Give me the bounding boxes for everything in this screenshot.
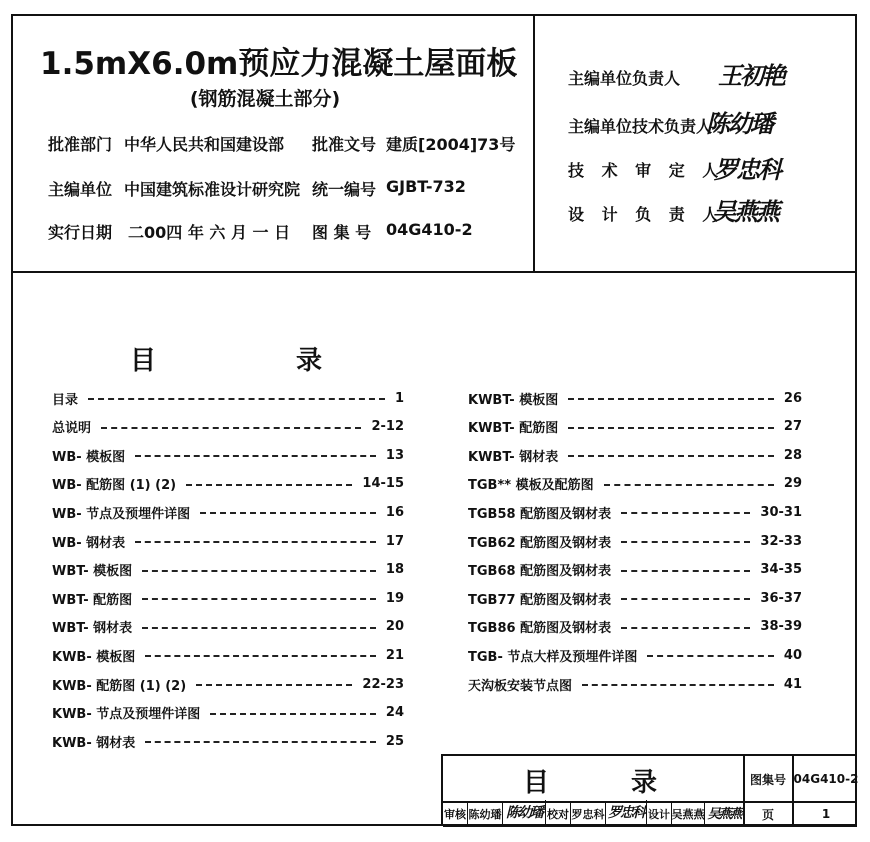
atlas-no: 04G410-2 [386, 220, 473, 239]
toc-entry-label: TGB68 配筋图及钢材表 [468, 564, 612, 580]
toc-title-left: 目 [130, 346, 157, 376]
toc-leader-dashes [568, 455, 774, 457]
toc-entry [52, 502, 404, 522]
tb-check-signature: 罗忠科 [606, 800, 647, 824]
tb-page-value: 1 [821, 807, 831, 821]
toc-entry [468, 502, 802, 522]
toc-entry [468, 474, 802, 494]
toc-leader-dashes [200, 512, 376, 514]
tb-atlas-label: 图集号 [749, 772, 786, 787]
effective-date-label: 实行日期 [48, 223, 113, 242]
toc-entry-page: 14-15 [362, 476, 404, 492]
toc-entry-label: WBT- 配筋图 [52, 592, 133, 608]
toc-entry-label: KWB- 钢材表 [52, 735, 136, 751]
effective-date: 二00四 年 六 月 一 日 [128, 223, 291, 242]
approval-doc: 建质[2004]73号 [386, 135, 516, 154]
toc-leader-dashes [621, 627, 750, 629]
document-subtitle: (钢筋混凝土部分) [189, 88, 341, 110]
signature-tech-approver: 罗忠科 [714, 155, 780, 184]
toc-leader-dashes [568, 427, 774, 429]
toc-leader-dashes [145, 741, 376, 743]
toc-leader-dashes [142, 570, 376, 572]
toc-entry-page: 28 [783, 447, 802, 463]
toc-entry [52, 474, 404, 494]
toc-leader-dashes [88, 398, 385, 400]
toc-entry [52, 388, 404, 408]
tb-design-name: 吴燕燕 [672, 803, 705, 825]
toc-entry-page: 21 [385, 647, 404, 663]
document-title: 1.5mX6.0m预应力混凝土屋面板 [40, 46, 518, 82]
toc-entry-page: 13 [385, 447, 404, 463]
toc-entry-page: 16 [385, 504, 404, 520]
toc-entry [52, 645, 404, 665]
toc-entry-label: WBT- 钢材表 [52, 621, 133, 637]
tb-divider-2 [792, 756, 794, 826]
toc-entry-label: TGB- 节点大样及预埋件详图 [468, 649, 638, 665]
toc-entry [468, 674, 802, 694]
toc-entry-label: WB- 节点及预埋件详图 [52, 506, 191, 522]
approval-doc-label: 批准文号 [312, 135, 377, 154]
toc-entry [468, 417, 802, 437]
responsible-label-tech-approver: 技 术 审 定 人 [568, 161, 725, 180]
tb-bottom [443, 825, 857, 827]
signature-chief-editor: 王初艳 [718, 61, 784, 90]
toc-leader-dashes [582, 684, 774, 686]
toc-leader-dashes [210, 713, 376, 715]
toc-leader-dashes [604, 484, 774, 486]
tb-name-left: 目 [523, 767, 550, 798]
toc-entry [52, 445, 404, 465]
toc-entry-label: TGB62 配筋图及钢材表 [468, 535, 612, 551]
toc-entry [468, 588, 802, 608]
toc-entry [52, 703, 404, 723]
toc-entry-label: KWBT- 配筋图 [468, 421, 559, 437]
toc-entry-page: 27 [783, 419, 802, 435]
toc-entry-page: 41 [783, 676, 802, 692]
toc-entry-page: 30-31 [760, 504, 802, 520]
toc-leader-dashes [621, 512, 750, 514]
toc-entry-page: 29 [783, 476, 802, 492]
tb-design-signature: 吴燕燕 [707, 806, 741, 822]
toc-entry [468, 560, 802, 580]
toc-entry-page: 18 [385, 562, 404, 578]
toc-entry-page: 36-37 [760, 590, 802, 606]
toc-leader-dashes [135, 455, 376, 457]
unified-no: GJBT-732 [386, 177, 466, 196]
toc-entry [52, 417, 404, 437]
tb-review-signature: 陈幼璠 [503, 800, 546, 824]
toc-leader-dashes [142, 627, 376, 629]
toc-entry-page: 38-39 [760, 619, 802, 635]
toc-leader-dashes [621, 598, 750, 600]
toc-leader-dashes [647, 655, 774, 657]
toc-entry [468, 531, 802, 551]
tb-design-label: 设计 [647, 803, 672, 825]
toc-entry [468, 617, 802, 637]
toc-entry [468, 645, 802, 665]
atlas-no-label: 图 集 号 [312, 223, 372, 242]
toc-entry [52, 731, 404, 751]
toc-leader-dashes [186, 484, 352, 486]
toc-leader-dashes [568, 398, 774, 400]
editor-unit: 中国建筑标准设计研究院 [124, 180, 301, 199]
toc-leader-dashes [621, 570, 750, 572]
toc-entry-label: WB- 配筋图 (1) (2) [52, 478, 177, 494]
toc-entry-label: TGB** 模板及配筋图 [468, 478, 594, 494]
toc-entry-label: KWB- 配筋图 (1) (2) [52, 678, 187, 694]
header-vertical-divider [533, 14, 535, 273]
toc-entry-page: 17 [385, 533, 404, 549]
toc-entry [52, 588, 404, 608]
toc-entry-page: 25 [385, 733, 404, 749]
signature-tech-chief: 陈幼璠 [706, 109, 772, 138]
header-divider [11, 271, 857, 273]
toc-entry-label: TGB77 配筋图及钢材表 [468, 592, 612, 608]
toc-leader-dashes [196, 684, 352, 686]
toc-entry-page: 26 [783, 390, 802, 406]
toc-entry-label: 天沟板安装节点图 [468, 678, 573, 694]
editor-unit-label: 主编单位 [48, 180, 113, 199]
toc-entry-label: KWB- 节点及预埋件详图 [52, 707, 201, 723]
toc-entry-label: KWB- 模板图 [52, 649, 136, 665]
toc-entry-page: 22-23 [362, 676, 404, 692]
tb-check-name: 罗忠科 [571, 803, 606, 825]
toc-entry-page: 34-35 [760, 562, 802, 578]
toc-leader-dashes [145, 655, 376, 657]
toc-entry-label: WB- 模板图 [52, 449, 126, 465]
toc-leader-dashes [101, 427, 361, 429]
toc-entry-label: WBT- 模板图 [52, 564, 133, 580]
approval-dept-label: 批准部门 [48, 135, 113, 154]
toc-entry [52, 531, 404, 551]
tb-review-name: 陈幼璠 [468, 803, 503, 825]
toc-title-right: 录 [296, 346, 323, 376]
responsible-label-tech-chief: 主编单位技术负责人 [568, 117, 713, 136]
toc-entry-page: 32-33 [760, 533, 802, 549]
responsible-label-chief-editor: 主编单位负责人 [568, 69, 681, 88]
toc-entry [52, 617, 404, 637]
responsible-label-design-lead: 设 计 负 责 人 [568, 205, 725, 224]
toc-entry-page: 19 [385, 590, 404, 606]
unified-no-label: 统一编号 [312, 180, 377, 199]
toc-leader-dashes [135, 541, 376, 543]
tb-check-label: 校对 [546, 803, 571, 825]
toc-entry-label: 总说明 [52, 421, 92, 437]
toc-entry-page: 40 [783, 647, 802, 663]
toc-entry [468, 445, 802, 465]
tb-name-right: 录 [631, 767, 658, 798]
toc-entry-label: 目录 [52, 392, 79, 408]
toc-entry-page: 20 [385, 619, 404, 635]
approval-dept: 中华人民共和国建设部 [124, 135, 285, 154]
toc-entry-label: KWBT- 模板图 [468, 392, 559, 408]
toc-entry [52, 560, 404, 580]
toc-entry [468, 388, 802, 408]
toc-leader-dashes [142, 598, 376, 600]
title-block [441, 754, 857, 826]
toc-entry-page: 1 [394, 390, 404, 406]
tb-review-label: 审核 [443, 803, 468, 825]
toc-entry-label: TGB58 配筋图及钢材表 [468, 506, 612, 522]
tb-page-label: 页 [761, 807, 774, 822]
tb-atlas-value: 04G410-2 [793, 772, 859, 786]
toc-entry-page: 24 [385, 705, 404, 721]
toc-entry-page: 2-12 [371, 419, 404, 435]
toc-leader-dashes [621, 541, 750, 543]
toc-entry [52, 674, 404, 694]
toc-entry-label: KWBT- 钢材表 [468, 449, 559, 465]
toc-entry-label: TGB86 配筋图及钢材表 [468, 621, 612, 637]
toc-entry-label: WB- 钢材表 [52, 535, 126, 551]
signature-design-lead: 吴燕燕 [712, 197, 778, 226]
